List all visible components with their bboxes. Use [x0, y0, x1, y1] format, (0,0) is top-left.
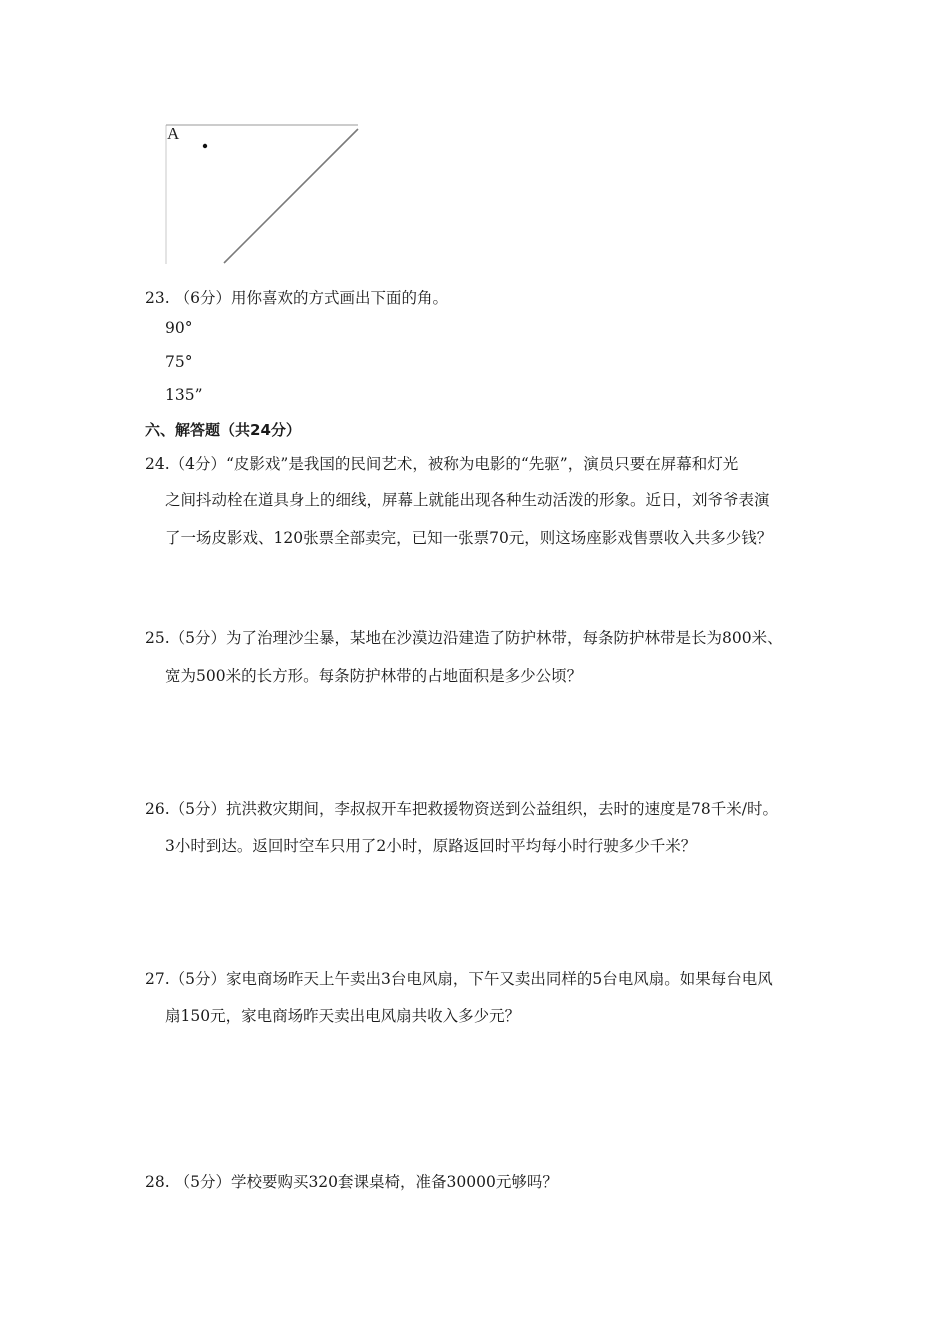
q24-line-3: 了一场皮影戏、120张票全部卖完，已知一张票70元，则这场座影戏售票收入共多少钱？	[165, 529, 773, 547]
angle-drawing	[165, 124, 360, 264]
q26-line-2: 3小时到达。返回时空车只用了2小时，原路返回时平均每小时行驶多少千米？	[165, 837, 697, 855]
q25-line-2: 宽为500米的长方形。每条防护林带的占地面积是多少公顷？	[165, 667, 583, 685]
point-a-label: A	[167, 124, 180, 143]
q26-line-1: 26.（5分）抗洪救灾期间，李叔叔开车把救援物资送到公益组织，去时的速度是78千米/时。	[145, 800, 778, 818]
q25-line-1: 25.（5分）为了治理沙尘暴，某地在沙漠边沿建造了防护林带，每条防护林带是长为800米、	[145, 629, 783, 647]
q24-line-2: 之间抖动栓在道具身上的细线，屏幕上就能出现各种生动活泼的形象。近日，刘爷爷表演	[165, 491, 770, 509]
diagonal-ray-line	[224, 129, 358, 263]
q23-angle-135: 135”	[165, 386, 203, 404]
section-6-title: 六、解答题（共24分）	[145, 421, 301, 439]
q27-line-2: 扇150元，家电商场昨天卖出电风扇共收入多少元？	[165, 1007, 521, 1025]
q28-stem: 28. （5分）学校要购买320套课桌椅，准备30000元够吗？	[145, 1173, 558, 1191]
q23-stem: 23. （6分）用你喜欢的方式画出下面的角。	[145, 289, 448, 307]
q27-line-1: 27.（5分）家电商场昨天上午卖出3台电风扇，下午又卖出同样的5台电风扇。如果每台电风	[145, 970, 773, 988]
angle-figure	[165, 124, 360, 264]
q23-angle-90: 90°	[165, 319, 193, 337]
q24-line-1: 24.（4分）“皮影戏”是我国的民间艺术，被称为电影的“先驱”，演员只要在屏幕和灯光	[145, 455, 739, 473]
q23-angle-75: 75°	[165, 353, 193, 371]
point-a-dot	[203, 144, 207, 148]
